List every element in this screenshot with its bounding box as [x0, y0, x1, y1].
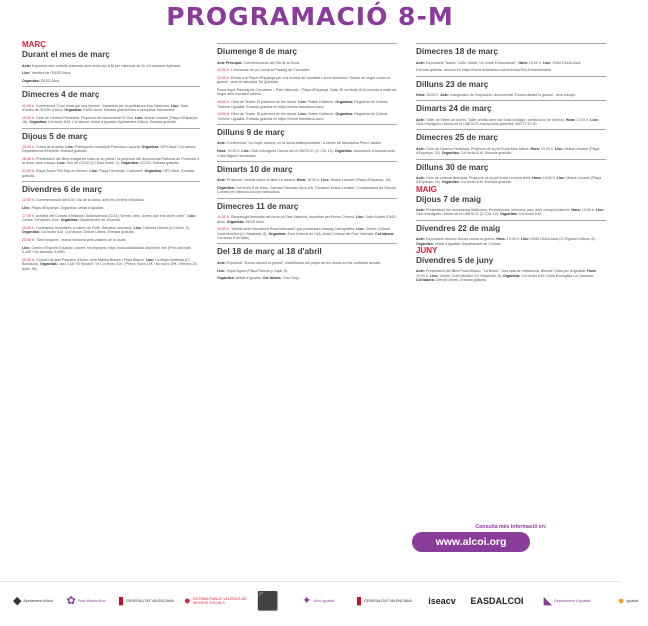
event-text: Mutua Levante (Plaça d'Espanya, 16). [416, 146, 600, 156]
event-field-label: Hora: [495, 237, 507, 242]
event-entry [416, 176, 606, 185]
event-field-label: Col·labora: [374, 231, 395, 236]
day-heading: Dimarts 24 de març [416, 104, 492, 114]
event-text: Mutua Levante (Plaça d'Espanya, 16). [330, 178, 392, 183]
day-heading: Divendres 5 de juny [416, 255, 494, 265]
event-text: Regidoria de Cultura, Turisme i Igualtat. Entrada gratuïta en https://home.ticketalcoi.com/ [217, 100, 389, 109]
event-time: 20:30 h. [22, 238, 36, 243]
event-field-label: Acte: [416, 117, 426, 122]
punt-violeta-box-icon: ⬛ [256, 591, 280, 611]
page-title: PROGRAMACIÓ 8-M [166, 2, 454, 31]
event-entry [217, 76, 397, 85]
event-text: Cicle de Cinema Feminista. Projecció del documental El Gos. [36, 115, 134, 120]
event-entry [22, 226, 200, 235]
event-text: Vestíbul de l'EASD Alcoi. [31, 71, 72, 76]
event-field-label: Acte: [416, 176, 426, 181]
event-text: IVAM CADA Alcoi (C/ Rigobert Albors, 8). [530, 237, 596, 242]
logo-easd-alcoi [468, 589, 526, 613]
event-text: Plaça Sona FEM Rap en femení. [36, 169, 89, 174]
event-field-label: Hora: [564, 117, 577, 122]
event-field-label: Lloc: [519, 237, 531, 242]
event-text: Plaça Ferrándiz i Carbonell. [99, 169, 144, 174]
event-field-label: Lloc: [169, 103, 181, 108]
logo-generalitat [114, 589, 178, 613]
event-time: 11:00 h. [217, 215, 231, 220]
event-text: Sala d'Actes EASD Alcoi. [217, 215, 396, 224]
event-entry [217, 141, 397, 145]
event-field-label: Lloc: [217, 268, 227, 273]
event-text: Eixida a la Plaça d'Espanya per a la lectura del manifest i acció simbòlica "Dones de negre contra la guerra", amb la batucada Tal Quinkitai. [217, 76, 391, 85]
event-field-label: Col·labora: [416, 277, 436, 282]
event-text: Espectacle "Isabel, Coño, Noble, Un conte Extraordinari". [426, 60, 518, 65]
logo-text: EASDALCOI [470, 596, 524, 606]
event-text: 19:30 h. [307, 178, 321, 183]
event-field-label: Organitza: [334, 112, 355, 117]
event-text: Creu Roja. [282, 276, 300, 281]
event-field-label: Lloc: [297, 112, 308, 117]
logo-text: Alcoi Igualtat [313, 599, 334, 603]
day-heading: Dijous 5 de març [22, 131, 88, 141]
logo-text: Punt Violeta Alcoi [77, 599, 106, 603]
event-field-label: Organitza: [28, 120, 48, 125]
event-text: Exposició dels cartells elaborats amb motiu del 8-M per l'alumnat de 2n d'Il·lustració Aplicada. [32, 63, 181, 68]
event-entry [416, 269, 606, 282]
event-field-label: Acte: [217, 260, 227, 265]
event-field-label: Lloc: [144, 258, 156, 263]
event-field-label: Lloc: [320, 178, 331, 183]
event-entry [22, 169, 200, 178]
event-field-label: Hora: [295, 178, 308, 183]
logo-serveis-socials [184, 589, 248, 613]
event-entry [217, 68, 397, 72]
event-field-label: Acte: [416, 237, 426, 242]
event-entry [217, 186, 397, 195]
event-text: Conferència "La mujer cultana, en la lucha antiimperialista", a càrrec de Mandarina Pérez Valdés. [227, 141, 382, 146]
event-time: 12:00 h. [22, 198, 36, 203]
event-time: 19:00 h. [217, 112, 231, 117]
event-text: Col·lectiu 8 de Març, Carrosa Educació Alcoi UA, Fundació Mutua Levante. Coordinadora de l'Alcoià-Comtat pel Valencià-Escola Valenciana. [217, 186, 397, 195]
event-time: 19:00 h. [22, 226, 36, 231]
event-field-label: Acte Principal: [217, 60, 244, 65]
event-entry [217, 88, 397, 97]
section-divider [217, 124, 397, 125]
event-text: Col·lectiu 8-M. Entrada gratuïta. [460, 180, 512, 185]
event-entry [22, 104, 200, 113]
event-text: Seu de CCOO (C/ Sant Isidre, 1). [66, 161, 121, 166]
section-divider [416, 100, 606, 101]
event-field-label: Acte: [217, 141, 227, 146]
logo-iseacv [422, 589, 462, 613]
event-field-label: Hora: [570, 208, 582, 213]
event-entry [22, 238, 200, 242]
event-text: UPV Alcoi. Entrada gratuïta. [22, 169, 194, 178]
website-link[interactable]: www.alcoi.org [412, 532, 530, 552]
event-text: 19:30 h. [227, 149, 241, 154]
event-time: 18:30 h. [22, 157, 36, 162]
event-text: EASD Alcoi. Entrada gratuïta fins a completar l'aforament. [83, 108, 176, 113]
event-text: Mutua Levante (Plaça d'Espanya, 16). [416, 176, 602, 185]
event-text: 19:00 h. [506, 237, 520, 242]
event-field-label: Hora: [586, 269, 597, 274]
event-text: Activitat del Consell d'Infància i Adolescència (CLIA) "Arrels i ales, dones que ens obrim camí". [35, 213, 187, 218]
event-text: 19:00 h. [528, 60, 542, 65]
event-text: EASD Alcoi. [40, 79, 61, 84]
logo-departament-igualtat [532, 589, 602, 613]
day-heading: Dijous 7 de maig [416, 194, 482, 204]
event-text: L'esmorzar de pa i porta al Passeig de Cervantes. [231, 68, 311, 73]
event-time: 15:30 h. [22, 145, 36, 150]
logo-igualtat [608, 589, 648, 613]
event-field-label: Lloc: [553, 146, 565, 151]
generalitat-2-icon: ▮ [356, 595, 363, 607]
day-heading: Diumenge 8 de març [217, 47, 298, 56]
event-text: Teatre Calderón. [307, 100, 335, 105]
event-field-label: Lloc: [555, 176, 567, 181]
event-text: Col·lectiu 8 de Març. [217, 235, 250, 240]
event-time: 10:30 h. [217, 68, 231, 73]
igualtat-icon: ● [617, 595, 625, 607]
event-text: Àrea Cultural de l'UA. Acció Cultural del País Valencià. [287, 231, 375, 236]
event-text: Col·lectiu 8-M. [518, 212, 542, 217]
event-field-label: Lloc: [88, 169, 100, 174]
event-text: Associació d'Amistat amb Cuba Miguel Hernández. [217, 149, 395, 158]
departament-igualtat-icon: ◣ [543, 595, 553, 607]
footer-divider [0, 581, 620, 582]
event-text: IVAM CADA Alcoi. [552, 60, 582, 65]
event-text: Inscripcions gratuïtes: 600 72 57 50. [479, 122, 538, 127]
event-text: Entrada gratuïta, reserve en https://home.ticketalcoi.com/eventos/ISA-Extraordinaria/. [416, 68, 553, 73]
column-3 [416, 40, 606, 282]
event-field-label: Organitza: [501, 273, 522, 278]
event-entry [416, 147, 606, 156]
event-entry [22, 157, 200, 166]
event-text: Detroit Llibres. Entrada gratuïta. [435, 277, 487, 282]
day-heading: Dilluns 23 de març [416, 79, 489, 89]
event-entry [217, 112, 397, 121]
event-text: Presentació del documental Malhones. Resistències, memòria, pau, amb coloqui posterior. [426, 208, 571, 213]
event-field-label: Lloc: [22, 71, 32, 76]
event-field-label: Lloc: [133, 115, 145, 120]
event-field-label: Lloc: [541, 60, 553, 65]
event-field-label: Acte: [416, 269, 426, 274]
event-text: Departament de Joventut. [79, 218, 121, 223]
day-heading: Dimecres 11 de març [217, 201, 299, 211]
event-field-label: Lloc: [56, 161, 67, 166]
day-heading: Dilluns 9 de març [217, 127, 285, 137]
event-text: 19:00 h. [416, 273, 429, 278]
event-entry [217, 149, 397, 158]
logo-ajuntament-alcoi [8, 589, 58, 613]
event-field-label: Organitza: [225, 219, 246, 224]
section-divider [217, 243, 397, 244]
logo-alcoi-igualtat [290, 589, 346, 613]
event-text: Col·lectiu 8-M i Colla Ecologista La Carrasca. [521, 273, 594, 278]
event-text: Unitat d'Igualtat, Departament de Cultura. [434, 241, 501, 246]
section-divider [416, 43, 606, 44]
event-field-label: Organitza: [63, 108, 84, 113]
day-heading: Dimarts 10 de març [217, 164, 293, 174]
event-field-label: Acte: [22, 63, 32, 68]
event-text: Concert de jazz Pasodes d'Amor, amb Marisa Blanes i Pepa Blasco. [36, 258, 145, 263]
event-field-label: Organitza: [267, 231, 288, 236]
event-entry [416, 61, 606, 65]
logo-text: Departament d'Igualtat [554, 599, 591, 603]
logo-generalitat-2 [352, 589, 416, 613]
event-field-label: Organitza: [416, 241, 435, 246]
event-field-label: Organitza: [22, 230, 41, 235]
event-entry [416, 93, 606, 97]
logo-text: Igualtat [626, 599, 639, 603]
event-field-label: Lloc: [22, 206, 32, 211]
event-entry [416, 208, 606, 217]
section-divider [22, 181, 200, 182]
event-time: 11:00 h. [22, 103, 36, 108]
event-field-label: Acte: [439, 93, 451, 98]
event-field-label: Organitza: [22, 79, 41, 84]
event-field-label: Organitza: [143, 169, 164, 174]
event-text: Espai Àgora (Plaça Ramón y Cajal, 6). [226, 268, 289, 273]
event-field-label: Lloc: [589, 117, 599, 122]
event-text: Jazz Club "El Mussol" i el Col·lectiu 8-M. (Preus: Socis 10€ / No socis 20€ / Menors 25 anys: 5€). [22, 262, 197, 271]
event-field-label: Col·labora: [261, 276, 283, 281]
event-text: 19:00 h. [581, 208, 595, 213]
event-text: Presentació del llibre Paca Blanco, "La Brava". Una vida de resistència, llibertat i lluita per la igualtat. [426, 269, 587, 274]
event-field-label: Organitza: [120, 161, 140, 166]
event-entry [217, 178, 397, 182]
column-2 [217, 40, 397, 281]
event-text: Projecció i tertúlia sobre el llibre La mestra. [227, 178, 296, 183]
day-heading: Dilluns 30 de març [416, 162, 489, 172]
event-field-label: Lloc: [297, 100, 308, 105]
day-heading: Divendres 22 de maig [416, 223, 501, 233]
logo-text: SISTEMA PÚBLIC VALENCIÀ DE SERVEIS SOCIALS [192, 597, 247, 605]
day-heading: Durant el mes de març [22, 50, 110, 59]
event-text: Obra de Teatre: El patiment de les dones. [231, 112, 298, 117]
section-divider [416, 76, 606, 77]
event-text: Cicle de cinema feminista. Projecció de la pel·lícula La bona terra. [426, 176, 532, 181]
event-field-label: Acte: [416, 146, 426, 151]
event-text: Regidoria de Cultura, Turisme i Igualtat. Entrada gratuïta en https://home.ticketalcoi.com/ [217, 112, 389, 121]
event-field-label: Lloc: [594, 208, 605, 213]
event-text: Col·lectiu 8-M, Col·labora: Unitat d'Igualtat i Ajuntament d'Alcoi. Entrada gratuïta. [47, 120, 177, 125]
event-field-label: Lloc: [355, 227, 366, 232]
event-text: Tertúlia amb l'escriptora Rosa Mascarell, que presentarà l'assaig Cartografies. [230, 227, 356, 232]
event-field-label: Lloc: [354, 215, 366, 220]
event-text: Commemoració del Dia de la Dona. [243, 60, 301, 65]
section-divider [217, 161, 397, 162]
event-text: Club d'Amigues i Amics de la UNESCO. [416, 122, 480, 127]
event-field-label: Organitza: [217, 186, 236, 191]
event-entry [217, 61, 397, 65]
event-text: Inauguració de l'exposició i documental "Dones davant la guerra", amb coloqui. [450, 93, 577, 98]
event-text: "Ales fosques", marxa nocturna pels voltants de la ciutat. [36, 238, 127, 243]
event-text: Unitat d'Igualtat. [235, 276, 262, 281]
event-text: Taller de Totem de dones. Taller creatiu amb Isa Sosa (collage i construcció de totems). [426, 117, 565, 122]
event-text: Col·lectiu 8-M. Entrada gratuïta. [460, 151, 512, 156]
event-text: Commemoració del 8-M, Dia de la Dona, amb els centres educatius. [36, 198, 145, 203]
event-text: 19:00 h. [542, 176, 556, 181]
event-field-label: Organitza: [59, 218, 80, 223]
logo-text: GENERALITAT VALENCIANA [126, 599, 174, 603]
event-text: Espectacle escènic Dones contra la guerra. [426, 237, 496, 242]
section-divider [416, 129, 606, 130]
event-text: La Mujer Barbuda (C/ Bonifacio), [22, 258, 190, 267]
event-text: EASD Alcoi. [245, 219, 265, 224]
punts-violeta-icon: ✿ [66, 595, 76, 607]
logo-text: Ajuntament d'Alcoi [23, 599, 54, 603]
logo-text: GENERALITAT VALENCIANA [364, 599, 412, 603]
month-heading: MAIG [416, 184, 437, 194]
day-heading: Divendres 6 de març [22, 184, 103, 194]
event-entry [217, 227, 397, 240]
event-text: UPV Alcoi, Col·labora: Departament d'Esports. Entrada gratuïta. [22, 145, 197, 154]
event-entry [416, 68, 606, 72]
event-entry [217, 276, 397, 280]
section-divider [217, 198, 397, 199]
day-heading: Dimecres 18 de març [416, 47, 498, 56]
event-text: 19:00 h. [540, 146, 554, 151]
event-entry [217, 269, 397, 273]
event-time: 19:30 h. [217, 227, 231, 232]
section-divider [217, 43, 397, 44]
event-text: Recorregut: Passeig de Cervantes – País Valencià – Plaça d'Espanya. Nota: El col·lectiu 8-M convida a vestir de negre amb mocador palestí. [217, 88, 397, 97]
event-time: 17:30 h. [22, 213, 36, 218]
event-text: Conferència "Com mirar per una femme". Impartida per la professora Ana Talaixona. [35, 103, 170, 108]
event-text: Centre d'Esports Eduardo Latorre. Inscripcions: https://educaloidaltaria.deporsite.net/ (Preu abonats: 3,40€ / No abonats: 5,65€). [22, 245, 192, 255]
event-entry [22, 246, 200, 255]
event-text: Sala d'Actes de l'EASD d'Alcoi. [22, 103, 188, 113]
event-text: Cicle de Cinema Feminista. Projecció de la pel·lícula Mos Dabra. [426, 146, 530, 151]
alcoi-igualtat-icon: ✦ [302, 595, 312, 607]
event-text: Club d'Amigues i Amics de la UNESCO (C/ Cid, 12). [416, 212, 499, 217]
event-text: Centre Cultural Ovidi Montllor (C/ Vistabella, 8). [217, 227, 390, 236]
ajuntament-alcoi-icon: ◆ [12, 595, 22, 607]
event-time: 19:00 h. [22, 115, 36, 120]
event-text: Centre Cervantes Jove. [22, 218, 60, 223]
event-field-label: Lloc: [240, 149, 251, 154]
generalitat-icon: ▮ [118, 595, 125, 607]
event-text: Presentació del llibre Imàgenes hilas de su patria i la projecció del documental Patronat de Protecció a la dona, amb coloqui. [22, 157, 200, 166]
event-entry [217, 215, 397, 224]
event-entry [22, 71, 200, 75]
event-text: Exposició "Dones davant la guerra", visibilització del paper de les dones en els conflictes armats. [227, 260, 382, 265]
event-field-label: Hora: [517, 60, 529, 65]
event-text: Llibreria Detroit (C/ Oliver, 5). [143, 226, 190, 231]
event-time: 20:30 h. [22, 258, 36, 263]
more-info-label: Consulta més informació en: [475, 524, 547, 530]
event-field-label: Lloc: [22, 245, 32, 250]
day-heading: Dimecres 25 de març [416, 133, 498, 143]
event-text: Teatre Calderón. [307, 112, 335, 117]
event-field-label: Organitza: [333, 149, 354, 154]
event-time: 21:00 h. [22, 169, 36, 174]
event-field-label: Organitza: [440, 180, 461, 185]
event-field-label: Organitza: [140, 145, 161, 150]
day-heading: Del 18 de març al 18 d'abril [217, 247, 322, 257]
event-text: Centre Ovidi Montllor (C/ Vistabella, 8). [439, 273, 502, 278]
section-divider [22, 86, 200, 87]
serveis-socials-icon: ● [184, 595, 191, 607]
event-entry [416, 237, 606, 246]
section-divider [416, 220, 606, 221]
event-text: Genealogia feminista del forum al País Valencià, impartida per Erena Climent. [230, 215, 355, 220]
event-field-label: Organitza: [38, 262, 59, 267]
event-field-label: Organitza: [498, 212, 519, 217]
event-entry [217, 261, 397, 265]
event-text: Plaça d'Espanya. Organitza: Unitat d'Igualtat. [31, 206, 104, 211]
logo-punts-violeta [64, 589, 108, 613]
section-divider [22, 128, 200, 129]
event-field-label: Hora: [529, 146, 541, 151]
day-heading: Dimecres 4 de març [22, 90, 100, 100]
column-1 [22, 40, 200, 271]
event-field-label: Organitza: [217, 276, 236, 281]
logo-text: iseacv [428, 596, 456, 606]
event-entry [22, 64, 200, 68]
event-field-label: Lloc: [186, 213, 197, 218]
event-text: Confusions feministes, a càrrec de Ruth. Sarnaton animació. [36, 226, 133, 231]
event-entry [22, 206, 200, 210]
event-text: 18:00 h. [426, 93, 440, 98]
event-entry [22, 214, 200, 223]
event-field-label: Organitza: [440, 151, 461, 156]
month-heading: MARÇ [22, 40, 46, 49]
event-field-label: Acte: [217, 178, 227, 183]
event-field-label: Acte: [416, 60, 426, 65]
event-field-label: Hora: [531, 176, 543, 181]
event-entry [22, 145, 200, 154]
event-entry [22, 198, 200, 202]
event-text: 17:00 h. [576, 117, 590, 122]
event-field-label: Lloc: [132, 226, 144, 231]
event-field-label: Hora: [416, 93, 427, 98]
event-entry [416, 118, 606, 127]
event-entry [22, 116, 200, 125]
event-time: 19:00 h. [217, 100, 231, 105]
event-entry [217, 100, 397, 109]
event-field-label: Acte: [416, 208, 426, 213]
event-field-label: Organitza: [334, 100, 355, 105]
month-heading: JUNY [416, 245, 438, 255]
event-text: Cursa de la dona. [36, 145, 65, 150]
event-field-label: Lloc: [64, 145, 75, 150]
event-entry [22, 258, 200, 271]
event-text: Col·lectiu 8-M, Col·labora: Detroit Llibres. Entrada gratuïta. [40, 230, 135, 235]
logo-punt-violeta-box [254, 589, 284, 613]
event-text: CCOO. Entrada gratuïta. [139, 161, 180, 166]
section-divider [416, 159, 606, 160]
event-text: Obra de Teatre: El patiment de les dones. [231, 100, 298, 105]
event-entry [22, 79, 200, 83]
event-field-label: Lloc: [429, 273, 440, 278]
event-time: 12:00 h. [217, 76, 231, 81]
event-text: Club d'Amigues i Amics de la UNESCO (C/ Cid, 12). [250, 149, 334, 154]
event-field-label: Hora: [217, 149, 228, 154]
event-text: Poliesportiu municipal Francisco Laporta. [74, 145, 141, 150]
event-text: Mutua Levante (Plaça d'Espanya, 16). [22, 115, 199, 125]
